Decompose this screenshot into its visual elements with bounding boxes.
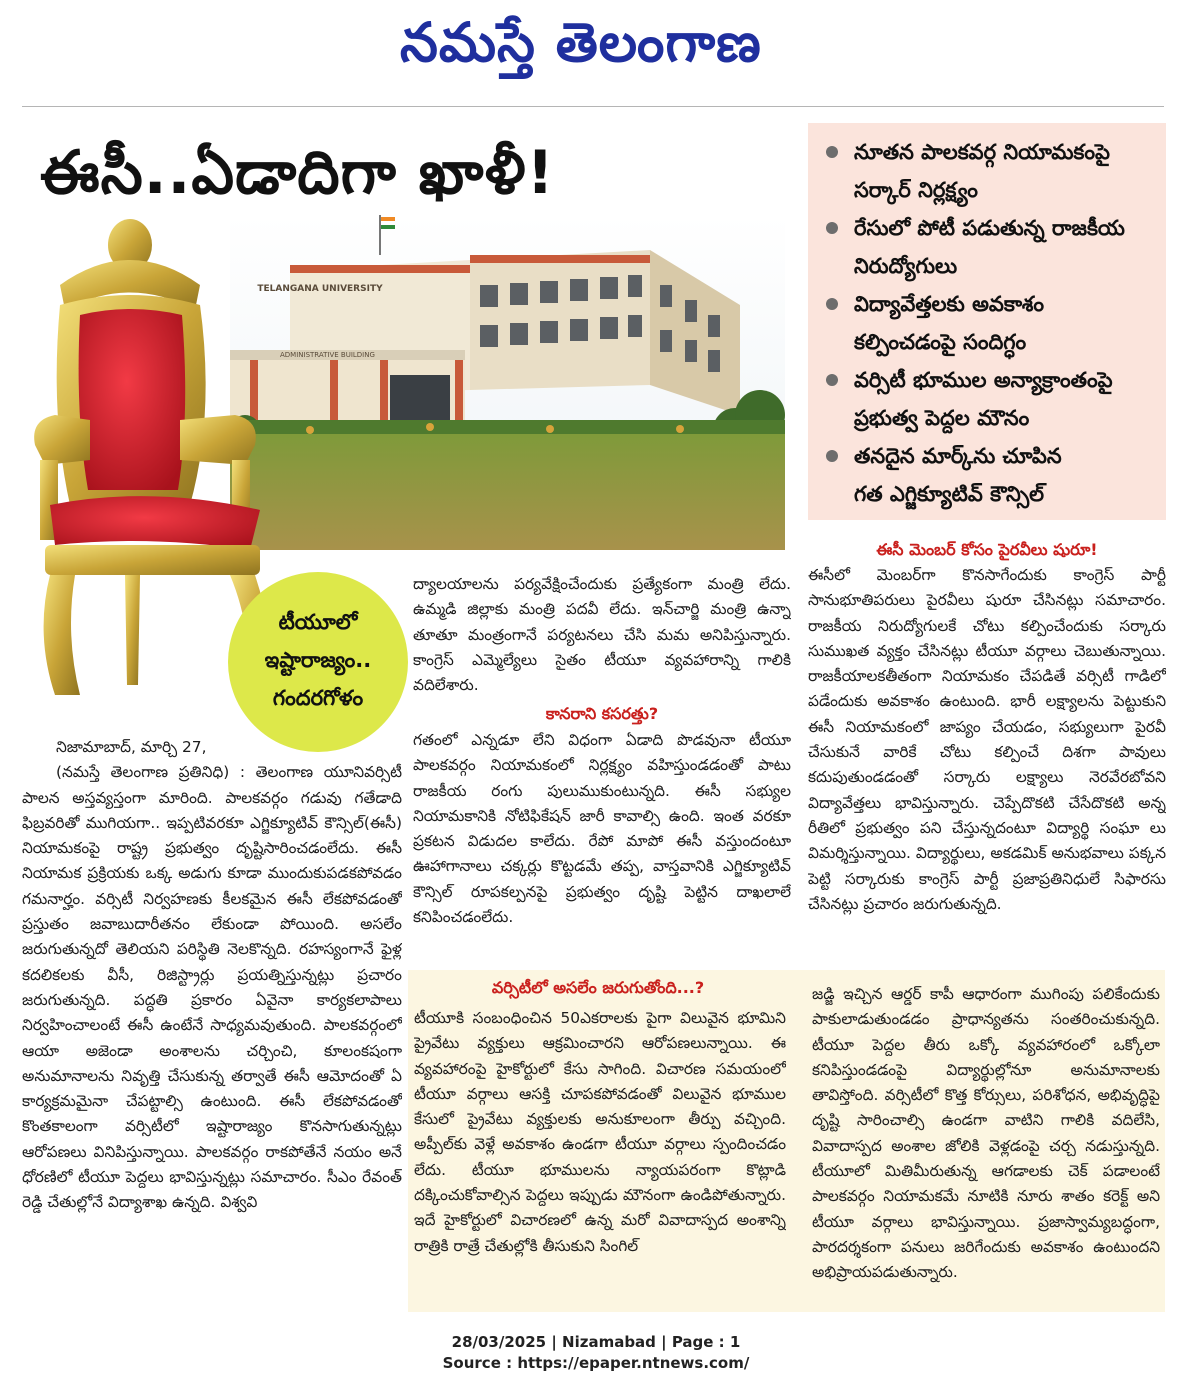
university-photo: [230, 215, 785, 550]
badge-line-1: టీయూలో: [278, 610, 358, 634]
footer-source-link[interactable]: Source : https://epaper.ntnews.com/: [442, 1354, 750, 1372]
bullet-icon: [826, 298, 838, 310]
university-building-illustration: [230, 215, 785, 550]
article-column-2: [413, 728, 791, 956]
highlight-item: రేసులో పోటీ పడుతున్న రాజకీయ నిరుద్యోగులు: [822, 209, 1166, 285]
dateline: నిజామాబాద్, మార్చి 27,: [56, 738, 207, 756]
bullet-icon: [826, 146, 838, 158]
column-2-top-text: ద్యాలయాలను పర్యవేక్షించేందుకు ప్రత్యేకంగా మంత్రి లేదు. ఉమ్మడి జిల్లాకు మంత్రి పదవీ లేదు. ఇన్‌చార్జి మంత్రి ఉన్నా తూతూ మంత్రంగానే పర్యటనలు చేసి మమ అనిపిస్తున్నారు. కాంగ్రెస్ ఎమ్మెల్యేలు సైతం టీయూ వ్యవహారాన్ని గాలికి వదిలేశారు.: [413, 575, 791, 695]
box-left-body: టీయూకి సంబంధించిన 50ఎకరాలకు పైగా విలువైన భూమిని ప్రైవేటు వ్యక్తులు ఆక్రమించారని ఆరోపణలున్నాయి. ఈ వ్యవహారంపై హైకోర్టులో కేసు సాగింది. విచారణ సమయంలో టీయూ వర్గాలు ఆసక్తి చూపకపోవడంతో విలువైన భూముల కేసులో ప్రైవేటు వ్యక్తులకు అనుకూలంగా తీర్పు వచ్చింది. అప్పీల్‌కు వెళ్లే అవకాశం ఉండగా టీయూ వర్గాలు స్పందించడం లేదు. టీయూ భూములను న్యాయపరంగా కొట్లాడి దక్కించుకోవాల్సిన పెద్దలు ఇప్పుడు మౌనంగా ఉండిపోతున్నారు. ఇదే హైకోర్టులో విచారణలో ఉన్న మరో వివాదాస్పద అంశాన్ని రాత్రికి రాత్రే చేతుల్లోకి తీసుకుని సింగిల్: [414, 1009, 786, 1255]
building-sign: TELANGANA UNIVERSITY: [257, 284, 383, 294]
bullet-icon: [826, 450, 838, 462]
highlight-item: నూతన పాలకవర్గ నియామకంపై సర్కార్ నిర్లక్ష్యం: [822, 133, 1166, 209]
article-column-2-top: [413, 572, 791, 700]
article-column-1: [22, 735, 402, 1315]
masthead: [0, 0, 1192, 100]
highlight-item: వర్సిటీ భూముల అన్యాక్రాంతంపై ప్రభుత్వ పెద్దల మౌనం: [822, 361, 1166, 437]
box-column-left: [414, 1006, 786, 1304]
badge-line-3: గందరగోళం: [272, 686, 364, 710]
column-2-body: గతంలో ఎన్నడూ లేని విధంగా ఏడాది పొడవునా టీయూ పాలకవర్గం నియామకంలో నిర్లక్ష్యం వహిస్తుండడంతో పాటు రాజకీయ రంగు పులుముకుంటున్నది. ఈసీ సభ్యుల నియామకానికి నోటిఫికేషన్ జారీ కావాల్సి ఉంది. ఇంత వరకూ ప్రకటన విడుదల కాలేదు. రేపో మాపో ఈసీ వస్తుందంటూ ఊహాగానాలు చక్కర్లు కొట్టడమే తప్ప, వాస్తవానికి ఎగ్జిక్యూటివ్ కౌన్సిల్ రూపకల్పనపై ప్రభుత్వం దృష్టి పెట్టిన దాఖలాలే కనిపించడంలేదు.: [413, 731, 791, 927]
highlight-item: తనదైన మార్క్‌ను చూపిన గత ఎగ్జిక్యూటివ్ కౌన్సిల్: [822, 437, 1166, 513]
box-column-right: [812, 982, 1160, 1304]
badge-line-2: ఇష్టారాజ్యం..: [264, 648, 372, 672]
highlight-item: విద్యావేత్తలకు అవకాశం కల్పించడంపై సందిగ్ధం: [822, 285, 1166, 361]
highlights-box: [808, 123, 1166, 520]
subhead-kanarani: కానరాని కసరత్తు?: [545, 704, 659, 723]
portico-sign: ADMINISTRATIVE BUILDING: [280, 351, 375, 359]
column-3-body: ఈసీలో మెంబర్‌గా కొనసాగేందుకు కాంగ్రెస్ పార్టీ సానుభూతిపరులు పైరవీలు షురూ చేసినట్లు సమాచారం. రాజకీయ నిరుద్యోగులకే చోటు కల్పించేందుకు సర్కారు సుముఖత వ్యక్తం చేసినట్లు టీయూ వర్గాలు చెబుతున్నాయి. రాజకీయాలకతీతంగా నియామకం చేపడితే వర్సిటీ గాడిలో పడేందుకు అవకాశం ఉంటుంది. భారీ లక్ష్యాలను పెట్టుకుని ఈసీ నియామకంలో జాప్యం చేయడం, సభ్యులుగా పైరవీ చేసుకునే వారికే చోటు కల్పించే దిశగా పావులు కదుపుతుండడంతో సర్కారు లక్ష్యాలు నెరవేరబోవని విద్యావేత్తలు భావిస్తున్నారు. చెప్పేదొకటి చేసేదొకటి అన్న రీతిలో ప్రభుత్వం పని చేస్తున్నదంటూ విద్యార్థి సంఘా లు విమర్శిస్తున్నాయి. విద్యార్థులు, అకడమిక్ అనుభవాలు పక్కన పెట్టి సర్కారుకు కాంగ్రెస్ పార్టీ ప్రజాప్రతినిధులే సిఫారసు చేసినట్లు ప్రచారం జరుగుతున్నది.: [808, 566, 1166, 913]
tagline-badge: [228, 572, 408, 752]
article-column-3: [808, 563, 1166, 955]
footer-date-edition: 28/03/2025 | Nizamabad | Page : 1: [451, 1333, 741, 1351]
bullet-icon: [826, 374, 838, 386]
masthead-title: నమస్తే తెలంగాణ: [400, 11, 762, 74]
subhead-ec-member: ఈసీ మెంబర్ కోసం పైరవీలు షురూ!: [876, 540, 1098, 559]
headline: ఈసీ..ఏడాదిగా ఖాళీ!: [40, 138, 555, 208]
column-1-body: (నమస్తే తెలంగాణ ప్రతినిధి) : తెలంగాణ యూనివర్సిటీ పాలన అస్తవ్యస్తంగా మారింది. పాలకవర్గం గడువు గతేడాది ఫిబ్రవరితో ముగియగా.. ఇప్పటివరకూ ఎగ్జిక్యూటివ్ కౌన్సిల్(ఈసీ) నియామకంపై రాష్ట్ర ప్రభుత్వం దృష్టిసారించడంలేదు. ఈసీ నియామక ప్రక్రియకు ఒక్క అడుగు కూడా ముందుకుపడకపోవడం గమనార్హం. వర్సిటీ నిర్వహణకు కీలకమైన ఈసీ లేకపోవడంతో ప్రస్తుతం జవాబుదారీతనం లేకుండా పోయింది. అసలేం జరుగుతున్నదో తెలియని పరిస్థితి నెలకొన్నది. రహస్యంగానే ఫైళ్ల కదలికలకు వీసీ, రిజిస్ట్రార్లు ప్రయత్నిస్తున్నట్లు ప్రచారం జరుగుతున్నది. పద్ధతి ప్రకారం ఏవైనా కార్యకలాపాలు నిర్వహించాలంటే ఈసీ ఉంటేనే సాధ్యమవుతుంది. పాలకవర్గంలో ఆయా అజెండా అంశాలను చర్చించి, కూలంకషంగా అనుమానాలను నివృత్తి చేసుకున్న తర్వాతే ఈసీ ఆమోదంతో ఏ కార్యక్రమమైనా చేపట్టాల్సి ఉంటుంది. ఈసీ లేకపోవడంతో కొంతకాలంగా వర్సిటీలో ఇష్టారాజ్యం కొనసాగుతున్నట్లు ఆరోపణలు వినిపిస్తున్నాయి. పాలకవర్గం రాకపోతేనే నయం అనే ధోరణిలో టీయూ పెద్దలు భావిస్తున్నట్లు సమాచారం. సీఎం రేవంత్ రెడ్డి చేతుల్లోనే విద్యాశాఖ ఉన్నది. విశ్వవి: [22, 763, 402, 1212]
university-issue-box: [408, 970, 1165, 1312]
subhead-varsity: వర్సిటీలో అసలేం జరుగుతోంది...?: [491, 978, 705, 997]
masthead-rule: [22, 106, 1164, 107]
box-right-body: జడ్జి ఇచ్చిన ఆర్డర్ కాపీ ఆధారంగా ముగింపు పలికేందుకు పాకులాడుతుండడం ప్రాధాన్యతను సంతరించుకున్నది. టీయూ పెద్దల తీరు ఒక్కో వ్యవహారంలో ఒక్కోలా కనిపిస్తుండడంపై విద్యార్థుల్లోనూ అనుమానాలకు తావిస్తోంది. వర్సిటీలో కొత్త కోర్సులు, పరిశోధన, అభివృద్ధిపై దృష్టి సారించాల్సి ఉండగా వాటిని గాలికి వదిలేసి, వివాదాస్పద అంశాల జోలికి వెళ్లడంపై చర్చ నడుస్తున్నది. టీయూలో మితిమీరుతున్న ఆగడాలకు చెక్ పడాలంటే పాలకవర్గం నియామకమే నూటికి నూరు శాతం కరెక్ట్ అని టీయూ వర్గాలు భావిస్తున్నాయి. ప్రజాస్వామ్యబద్ధంగా, పారదర్శకంగా పనులు జరిగేందుకు అవకాశం ఉంటుందని అభిప్రాయపడుతున్నారు.: [812, 985, 1160, 1282]
bullet-icon: [826, 222, 838, 234]
